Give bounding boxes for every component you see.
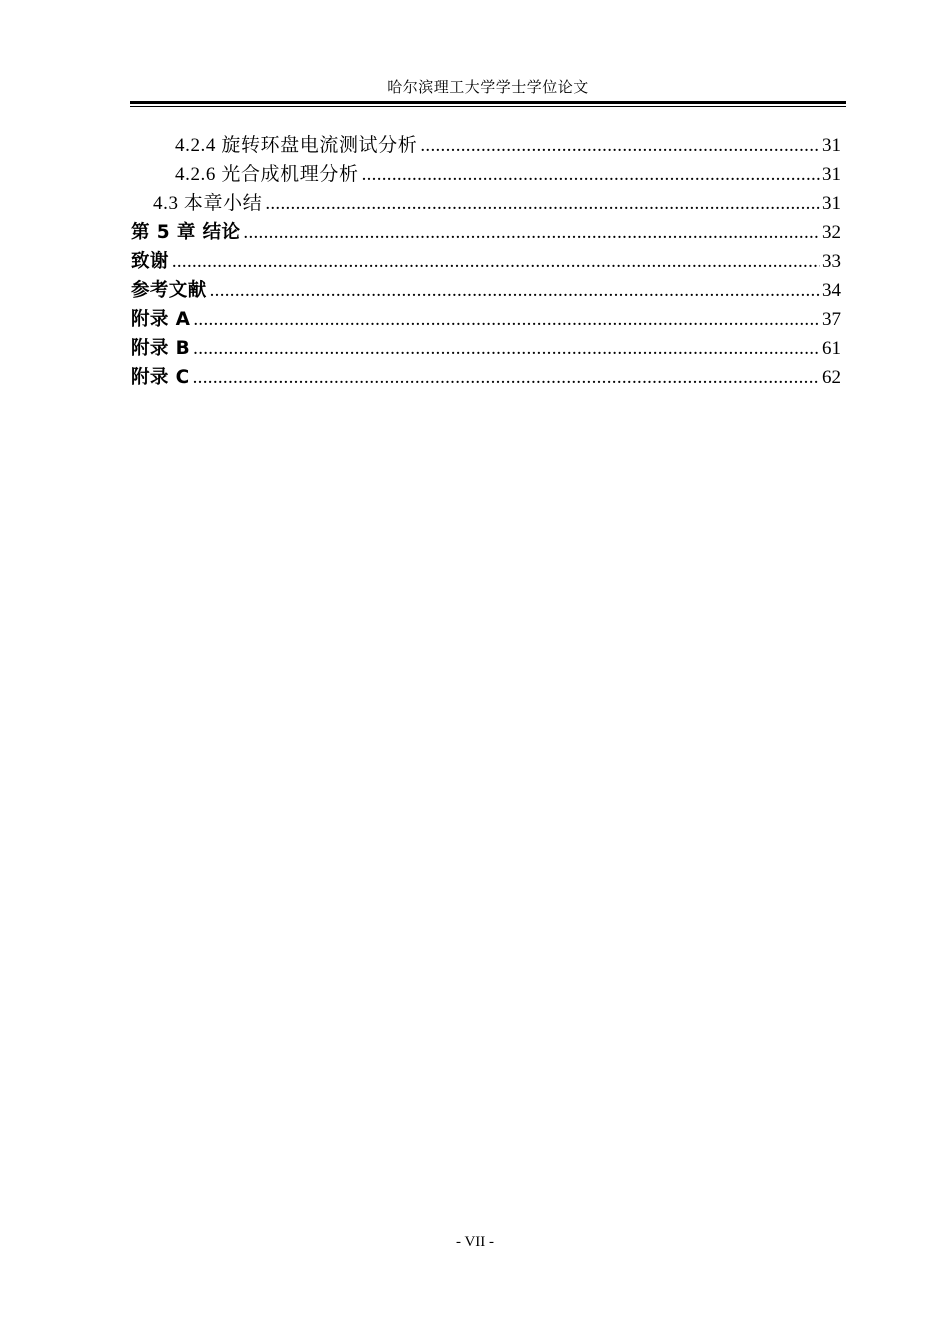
toc-dot-leader <box>420 131 820 160</box>
toc-entry-label: 4.3 本章小结 <box>153 193 263 214</box>
toc-entry-label: 第 5 章 结论 <box>131 222 241 243</box>
toc-entry-references[interactable] <box>131 276 841 305</box>
toc-dot-leader <box>362 160 820 189</box>
toc-entry-4-2-4[interactable] <box>175 131 841 160</box>
toc-entry-page: 61 <box>822 338 841 359</box>
header-rule-thick <box>130 101 846 104</box>
toc-entry-label: 附录 B <box>131 338 191 359</box>
toc-dot-leader <box>243 218 820 247</box>
toc-entry-label: 4.2.6 光合成机理分析 <box>175 164 359 185</box>
toc-dot-leader <box>193 305 820 334</box>
page-number: - VII - <box>455 1234 495 1250</box>
toc-entry-appendix-c[interactable] <box>131 363 841 392</box>
toc-entry-appendix-a[interactable] <box>131 305 841 334</box>
toc-entry-4-3[interactable] <box>153 189 841 218</box>
toc-dot-leader <box>172 247 820 276</box>
toc-entry-page: 31 <box>822 193 841 214</box>
page-header-title: 哈尔滨理工大学学士学位论文 <box>387 80 589 96</box>
toc-entry-label: 4.2.4 旋转环盘电流测试分析 <box>175 135 418 156</box>
toc-entry-page: 31 <box>822 164 841 185</box>
toc-entry-page: 33 <box>822 251 841 272</box>
toc-dot-leader <box>210 276 820 305</box>
toc-dot-leader <box>193 334 820 363</box>
toc-entry-label: 附录 A <box>131 309 191 330</box>
toc-entry-label: 致谢 <box>131 251 169 272</box>
toc-entry-label: 参考文献 <box>131 280 207 301</box>
header-rule-thin <box>130 106 846 107</box>
toc-entry-page: 32 <box>822 222 841 243</box>
toc-entry-page: 34 <box>822 280 841 301</box>
toc-entry-page: 31 <box>822 135 841 156</box>
toc-entry-acknowledgements[interactable] <box>131 247 841 276</box>
toc-entry-page: 62 <box>822 367 841 388</box>
toc-entry-page: 37 <box>822 309 841 330</box>
toc-entry-4-2-6[interactable] <box>175 160 841 189</box>
toc-dot-leader <box>193 363 820 392</box>
toc-entry-chapter-5[interactable] <box>131 218 841 247</box>
toc-entry-appendix-b[interactable] <box>131 334 841 363</box>
toc-entry-label: 附录 C <box>131 367 190 388</box>
toc-dot-leader <box>265 189 820 218</box>
